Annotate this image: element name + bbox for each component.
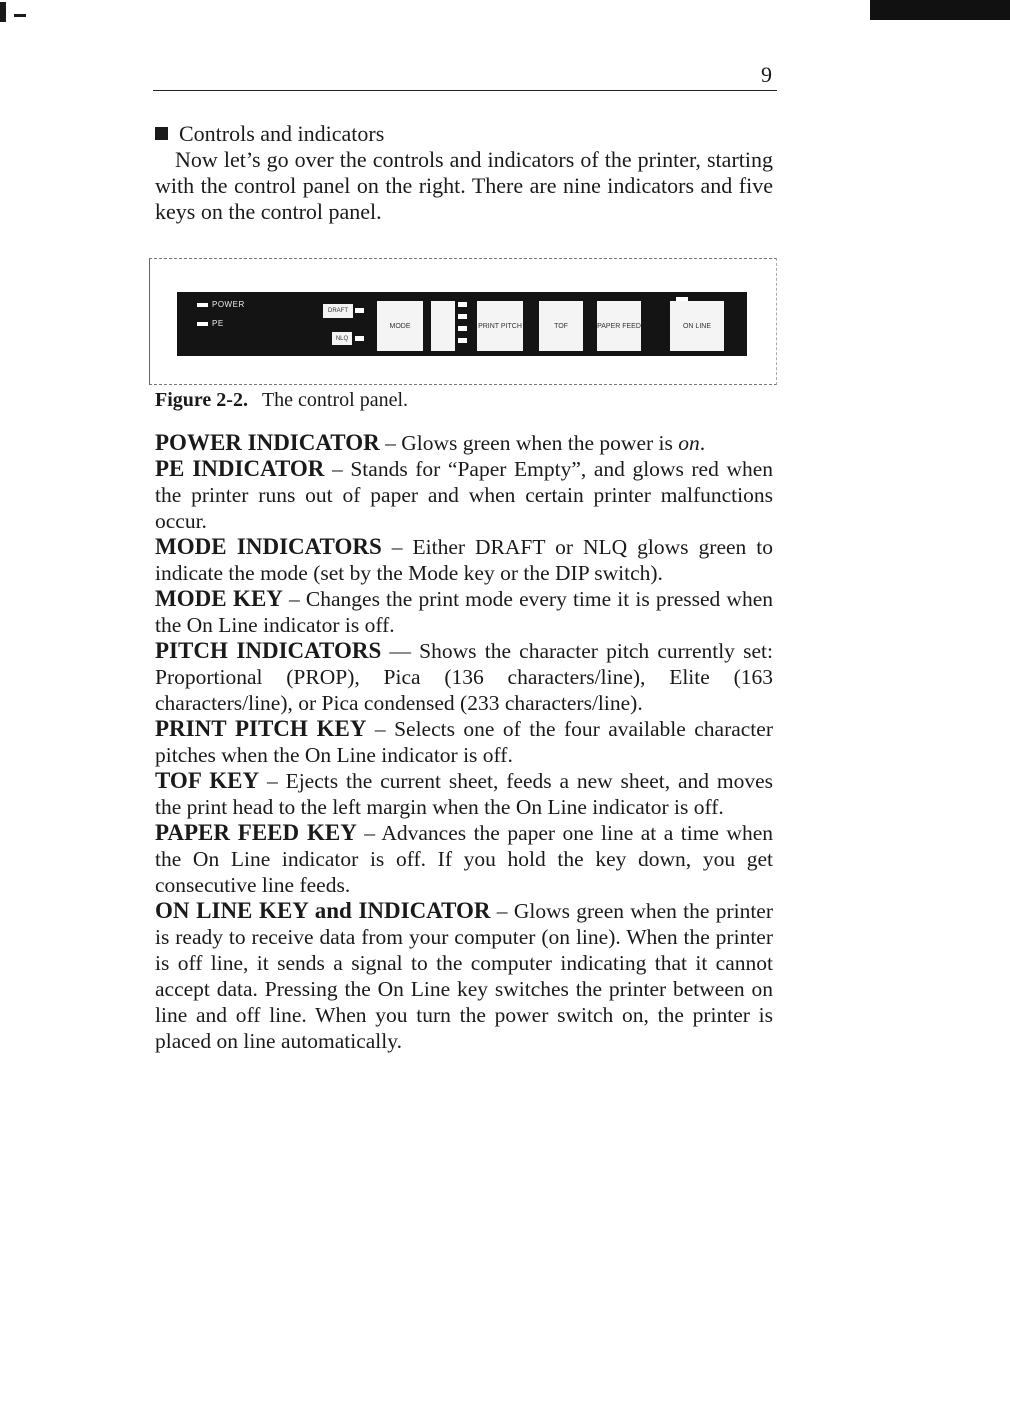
definition-text: Ejects the current sheet, feeds a new sheet, and moves the print head to the left margin when the On Line indicator is off. xyxy=(155,769,774,819)
definition-entry xyxy=(155,534,773,586)
power-led-icon xyxy=(197,303,208,307)
definition-emphasis: on xyxy=(678,431,700,455)
definition-term: MODE KEY xyxy=(155,586,283,611)
definition-separator: – xyxy=(366,717,395,741)
definition-text: Changes the print mode every time it is pressed when the On Line indicator is off. xyxy=(155,587,773,637)
definition-text: Stands for “Paper Empty”, and glows red when the printer runs out of paper and when certain printer malfunctions occur. xyxy=(155,457,774,533)
definition-text: Selects one of the four available character pitches when the On Line indicator is off. xyxy=(155,717,773,767)
definition-term: POWER INDICATOR xyxy=(155,430,380,455)
pe-indicator-label: PE xyxy=(212,319,224,328)
definitions-list xyxy=(155,430,773,1054)
definition-entry xyxy=(155,638,773,716)
mode-key: MODE xyxy=(377,301,423,351)
nlq-indicator-label: NLQ xyxy=(332,332,352,345)
definition-entry xyxy=(155,820,773,898)
pitch-led-icon xyxy=(458,338,467,343)
definition-entry xyxy=(155,430,773,456)
section-heading xyxy=(155,121,384,147)
definition-term: PAPER FEED KEY xyxy=(155,820,357,845)
definition-text: Glows green when the printer is ready to receive data from your computer (on line). When the printer is off line, it sends a signal to the computer indicating that it cannot accept data. Pressing the On Line key switches the printer between on line and off line. When you turn the power switch on, the printer is placed on line automatically. xyxy=(155,899,774,1053)
scan-mark xyxy=(0,2,6,22)
power-indicator-label: POWER xyxy=(212,300,245,309)
scan-mark xyxy=(14,14,26,17)
section-heading-text: Controls and indicators xyxy=(179,121,385,146)
definition-entry xyxy=(155,586,773,638)
definition-term: PITCH INDICATORS xyxy=(155,638,382,663)
intro-paragraph: Now let’s go over the controls and indicators of the printer, starting with the control panel on the right. There are nine indicators and five keys on the control panel. xyxy=(155,147,773,224)
pitch-led-icon xyxy=(458,326,467,331)
bullet-square-icon xyxy=(155,127,168,140)
definition-separator: – xyxy=(379,431,402,455)
definition-term: TOF KEY xyxy=(155,768,260,793)
pitch-led-icon xyxy=(458,302,467,307)
tof-key: TOF xyxy=(539,301,583,351)
definition-entry xyxy=(155,716,773,768)
power-indicator xyxy=(197,300,245,309)
definition-separator: – xyxy=(381,535,413,559)
draft-led-icon xyxy=(355,308,364,313)
definition-entry xyxy=(155,898,773,1054)
online-key: ON LINE xyxy=(670,301,724,351)
definition-text: Either DRAFT or NLQ glows green to indicate the mode (set by the Mode key or the DIP switch). xyxy=(155,535,773,585)
figure-label: Figure 2-2. xyxy=(155,389,248,411)
definition-tail: . xyxy=(699,431,706,455)
pe-indicator xyxy=(197,319,224,328)
definition-text: Shows the character pitch currently set: Proportional (PROP), Pica (136 characters/line), Elite (163 characters/line), or Pica condensed (233 characters/line). xyxy=(155,639,773,715)
definition-separator: — xyxy=(381,639,420,663)
definition-text: Advances the paper one line at a time when the On Line indicator is off. If you hold the key down, you get consecutive line feeds. xyxy=(155,821,773,897)
draft-indicator-label: DRAFT xyxy=(323,304,353,318)
definition-term: PRINT PITCH KEY xyxy=(155,716,367,741)
scan-edge-bar xyxy=(870,0,1010,20)
definition-term: ON LINE KEY and INDICATOR xyxy=(155,898,491,923)
control-panel-illustration xyxy=(177,292,747,356)
definition-term: PE INDICATOR xyxy=(155,456,325,481)
pe-led-icon xyxy=(197,322,208,326)
definition-separator: – xyxy=(324,457,351,481)
page-number: 9 xyxy=(761,62,772,87)
figure-caption xyxy=(155,389,408,412)
definition-text: Glows green when the power is xyxy=(401,431,679,455)
definition-separator: – xyxy=(259,769,286,793)
header-rule xyxy=(153,90,777,91)
definition-separator: – xyxy=(490,899,514,923)
nlq-led-icon xyxy=(355,336,364,341)
definition-separator: – xyxy=(282,587,306,611)
definition-separator: – xyxy=(356,821,382,845)
definition-entry xyxy=(155,456,773,534)
pitch-indicator-labels xyxy=(431,301,455,351)
pitch-led-icon xyxy=(458,314,467,319)
definition-term: MODE INDICATORS xyxy=(155,534,382,559)
paper-feed-key: PAPER FEED xyxy=(597,301,641,351)
figure-caption-text: The control panel. xyxy=(261,389,409,411)
print-pitch-key: PRINT PITCH xyxy=(477,301,523,351)
definition-entry xyxy=(155,768,773,820)
